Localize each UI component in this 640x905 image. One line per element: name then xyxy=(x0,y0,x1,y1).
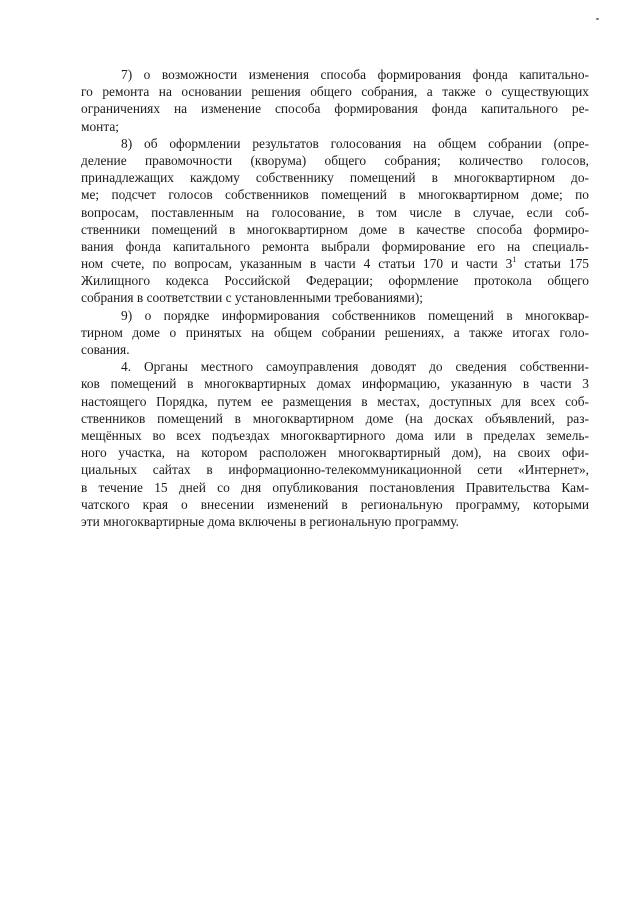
text-line: ственников помещений в многоквартирном доме (на досках объявлений, раз- xyxy=(81,410,589,426)
text-line: вания фонда капитального ремонта выбрали формирование его на специаль- xyxy=(81,238,589,254)
text-line: эти многоквартирные дома включены в региональную программу. xyxy=(81,513,459,529)
text-line: ограничениях на изменение способа формирования фонда капитального ре- xyxy=(81,101,589,117)
paragraph-item-9 xyxy=(81,307,589,359)
text-line: собрания в соответствии с установленными требованиями); xyxy=(81,290,424,306)
text-line-with-superscript xyxy=(81,255,589,272)
text-line: мещённых во всех подъездах многоквартирного дома или в пределах земель- xyxy=(81,427,589,443)
text-line: 4. Органы местного самоуправления доводят до сведения собственни- xyxy=(121,359,589,375)
text-line: вопросам, поставленным на голосование, в том числе в случае, если соб- xyxy=(81,204,589,220)
text-line: ственники помещений в многоквартирном доме в качестве способа формиро- xyxy=(81,221,589,237)
text-line: монта; xyxy=(81,118,120,134)
text-line: циальных сайтах в информационно-телекоммуникационной сети «Интернет», xyxy=(81,462,589,478)
text-line: 7) о возможности изменения способа формирования фонда капитально- xyxy=(121,67,589,82)
superscript: 1 xyxy=(512,255,517,265)
text-line: ного участка, на котором расположен многоквартирный дом), на своих офи- xyxy=(81,445,589,461)
text-line: 8) об оформлении результатов голосования на общем собрании (опре- xyxy=(121,135,589,151)
paragraph-item-8 xyxy=(81,135,589,307)
text-line: ков помещений в многоквартирных домах информацию, указанную в части 3 xyxy=(81,376,589,392)
document-body xyxy=(81,66,589,530)
text-line: тирном доме о принятых на общем собрании решениях, а также итогах голо- xyxy=(81,324,589,340)
paragraph-point-4 xyxy=(81,358,589,530)
text-line: ме; подсчет голосов собственников помещений в многоквартирном доме; по xyxy=(81,187,589,203)
paragraph-item-7 xyxy=(81,66,589,135)
text-line: Жилищного кодекса Российской Федерации; оформление протокола общего xyxy=(81,273,589,289)
text-line: 9) о порядке информирования собственников помещений в многоквар- xyxy=(121,307,589,323)
text-line: чатского края о внесении изменений в региональную программу, которыми xyxy=(81,496,589,512)
text-line: настоящего Порядка, путем ее размещения в местах, доступных для всех соб- xyxy=(81,393,589,409)
text-segment: статьи 175 xyxy=(516,256,589,272)
text-line: принадлежащих каждому собственнику помещений в многоквартирном до- xyxy=(81,170,589,186)
text-line: деление правомочности (кворума) общего собрания; количество голосов, xyxy=(81,152,589,168)
text-line: го ремонта на основании решения общего собрания, а также о существующих xyxy=(81,84,589,100)
text-segment: ном счете, по вопросам, указанным в части 4 статьи 170 и части 3 xyxy=(81,256,513,272)
text-line: в течение 15 дней со дня опубликования постановления Правительства Кам- xyxy=(81,479,589,495)
scan-artifact-dot xyxy=(596,18,599,20)
text-line: сования. xyxy=(81,342,130,357)
